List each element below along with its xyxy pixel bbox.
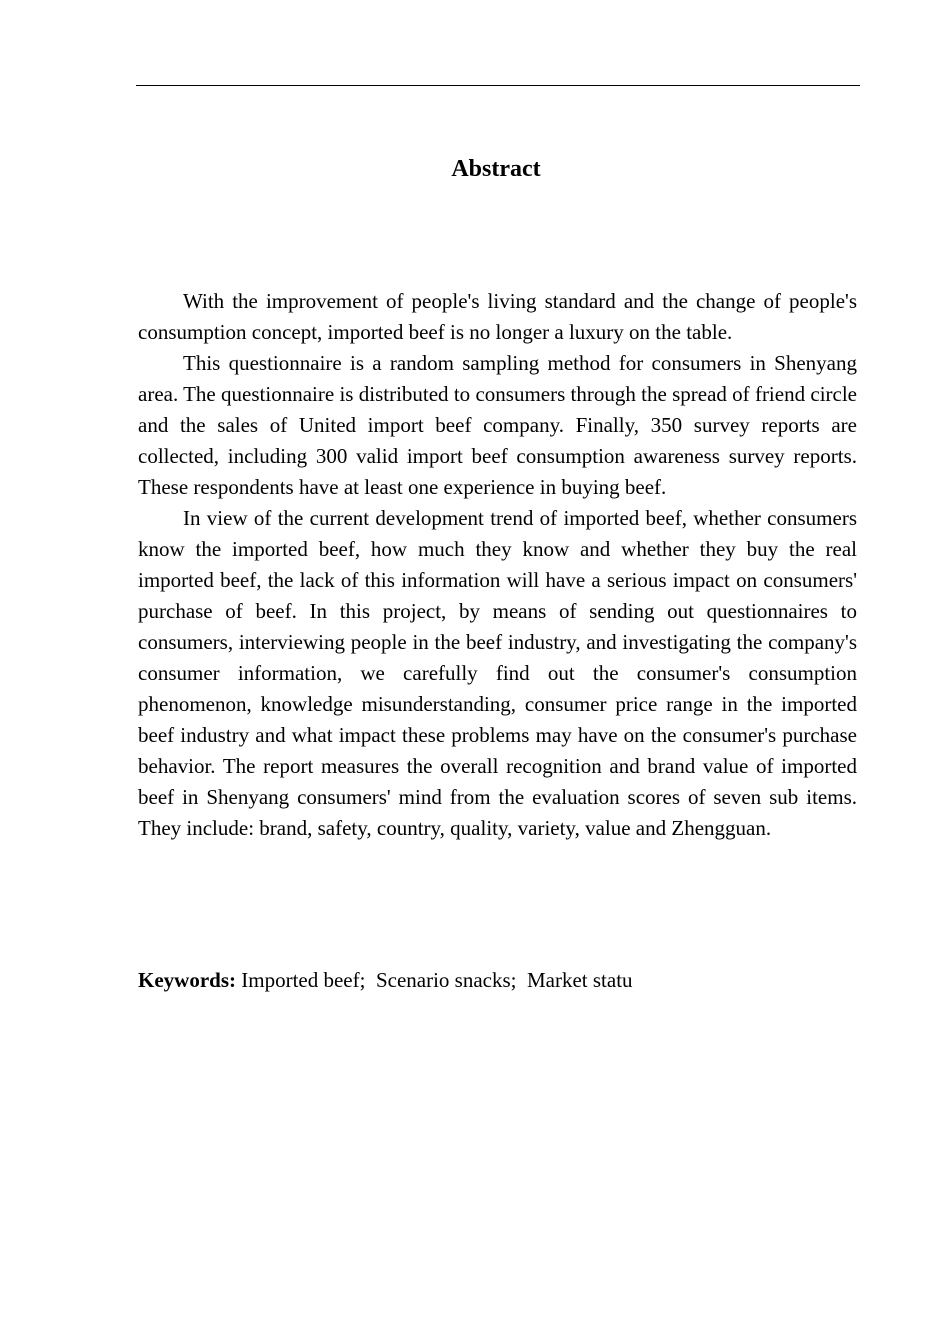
header-rule [136, 85, 860, 86]
keywords-value: Imported beef; Scenario snacks; Market statu [236, 968, 633, 992]
keywords-line [138, 965, 857, 996]
abstract-paragraph: This questionnaire is a random sampling method for consumers in Shenyang area. The questionnaire is distributed to consumers through the spread of friend circle and the sales of United import beef company. Finally, 350 survey reports are collected, including 300 valid import beef consumption awareness survey reports. These respondents have at least one experience in buying beef. [138, 351, 857, 499]
keywords-label: Keywords: [138, 968, 236, 992]
abstract-paragraph: With the improvement of people's living standard and the change of people's consumption concept, imported beef is no longer a luxury on the table. [138, 289, 857, 344]
abstract-body [138, 286, 857, 844]
abstract-title: Abstract [451, 156, 541, 182]
abstract-paragraph: In view of the current development trend of imported beef, whether consumers know the imported beef, how much they know and whether they buy the real imported beef, the lack of this information will have a serious impact on consumers' purchase of beef. In this project, by means of sending out questionnaires to consumers, interviewing people in the beef industry, and investigating the company's consumer information, we carefully find out the consumer's consumption phenomenon, knowledge misunderstanding, consumer price range in the imported beef industry and what impact these problems may have on the consumer's purchase behavior. The report measures the overall recognition and brand value of imported beef in Shenyang consumers' mind from the evaluation scores of seven sub items. They include: brand, safety, country, quality, variety, value and Zhengguan. [138, 506, 857, 840]
